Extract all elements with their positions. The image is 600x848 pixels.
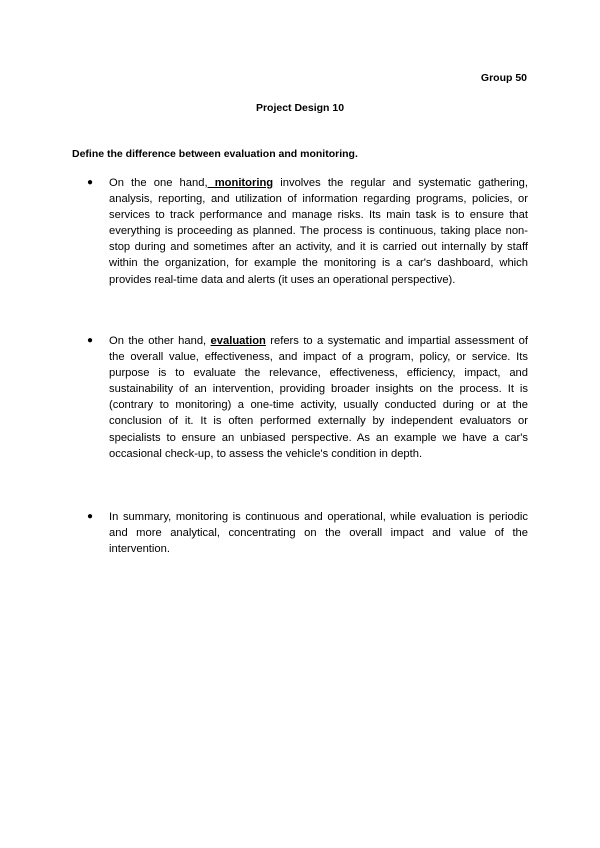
question-heading: Define the difference between evaluation and monitoring. (72, 148, 358, 160)
bullet-intro: On the one hand, (109, 177, 208, 189)
bullet-monitoring (72, 175, 528, 288)
bullet-text (109, 333, 528, 462)
bullet-dot-icon: ● (87, 511, 94, 522)
bullet-summary (72, 509, 528, 557)
bullet-dot-icon: ● (87, 335, 94, 346)
bullet-intro: On the other hand, (109, 335, 211, 347)
group-label: Group 50 (480, 72, 527, 84)
bullet-evaluation (72, 333, 528, 462)
keyword-monitoring: monitoring (207, 177, 274, 189)
bullet-body: refers to a systematic and impartial assessment of the overall value, effectiveness, and impact of a program, policy, or service. Its purpose is to evaluate the relevance, effectiveness, efficiency, impact, and sustainability of an intervention, providing broader insights on the process. It is (contrary to monitoring) a one-time activity, usually conducted during or at the conclusion of it. It is often performed externally by independent evaluators or specialists to ensure an unbiased perspective. As an example we have a car's occasional check-up, to assess the vehicle's condition in depth. (109, 335, 528, 460)
bullet-text (109, 175, 528, 288)
keyword-evaluation: evaluation (210, 335, 266, 347)
page-title: Project Design 10 (255, 102, 345, 114)
bullet-text: In summary, monitoring is continuous and operational, while evaluation is periodic and more analytical, concentrating on the overall impact and value of the intervention. (109, 511, 528, 556)
bullet-dot-icon: ● (87, 177, 94, 188)
bullet-body: involves the regular and systematic gathering, analysis, reporting, and utilization of information regarding programs, policies, or services to track performance and manage risks. Its main task is to ensure that everything is proceeding as planned. The process is continuous, taking place non-stop during and sometimes after an activity, and it is carried out internally by staff within the organization, for example the monitoring is a car's dashboard, which provides real-time data and alerts (it uses an operational perspective). (109, 177, 529, 286)
